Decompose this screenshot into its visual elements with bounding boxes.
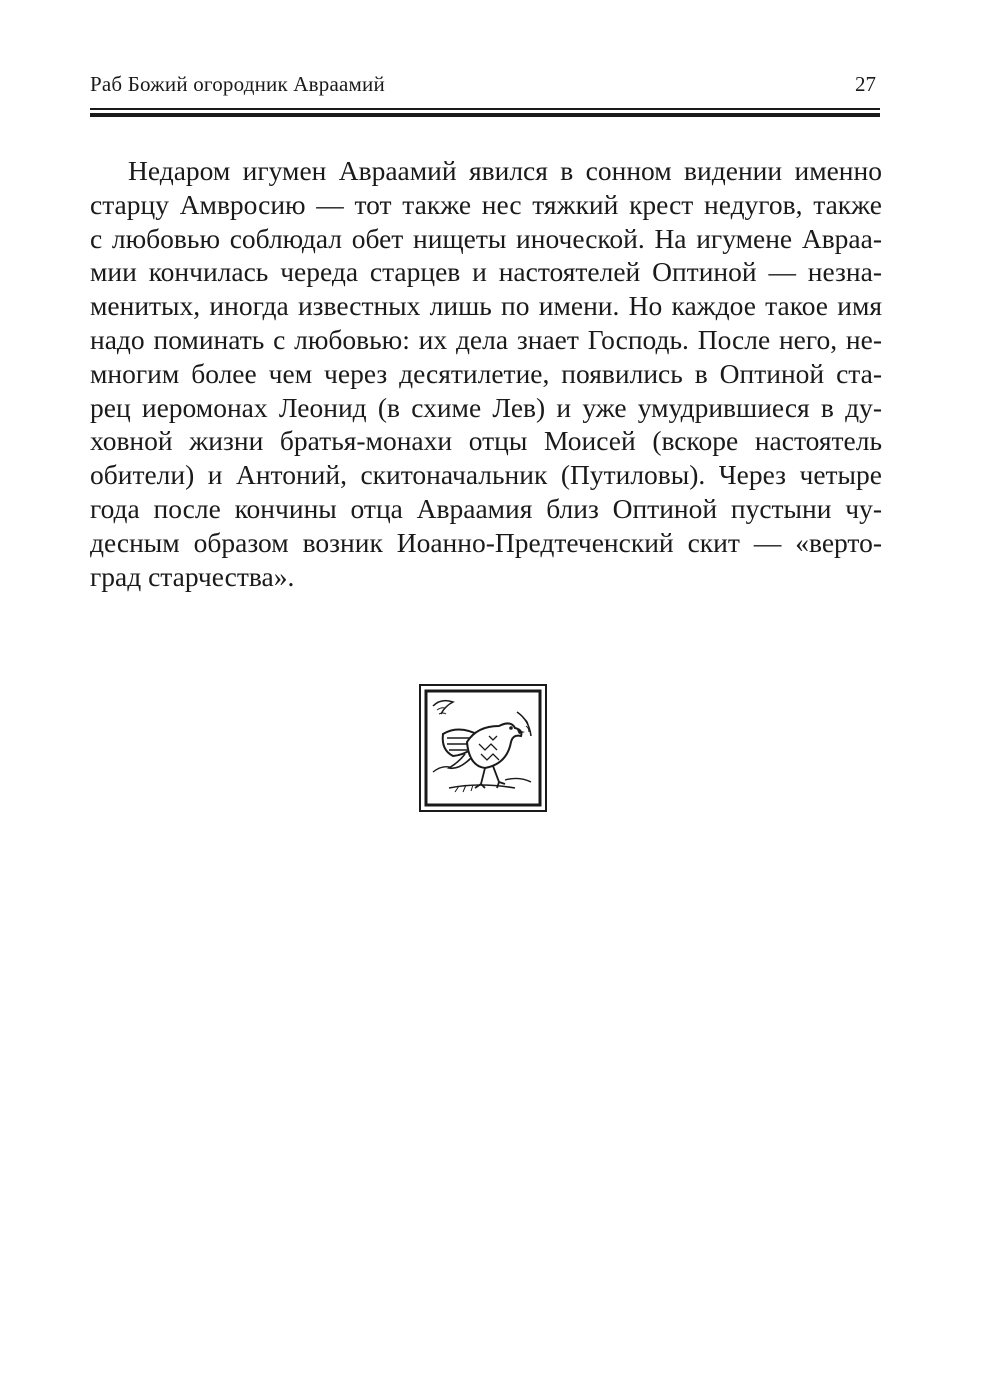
text-line: надо поминать с любовью: их дела знает Господь. После него, не-: [90, 323, 882, 355]
running-title: Раб Божий огородник Авраамий: [90, 72, 385, 96]
text-line: мии кончилась череда старцев и настоятелей Оптиной — незна-: [90, 256, 882, 288]
header-rule-thin: [90, 108, 880, 110]
text-line: обители) и Антоний, скитоначальник (Путиловы). Через четыре: [90, 459, 882, 491]
header-rule-thick: [90, 113, 880, 117]
running-head: [90, 72, 880, 106]
text-line: с любовью соблюдал обет нищеты иноческой. На игумене Авраа-: [90, 222, 882, 254]
page-number: 27: [855, 72, 876, 96]
dove-ornament-icon: [419, 684, 547, 812]
text-line: многим более чем через десятилетие, появились в Оптиной ста-: [90, 357, 882, 389]
text-line: рец иеромонах Леонид (в схиме Лев) и уже умудрившиеся в ду-: [90, 391, 882, 423]
text-line: года после кончины отца Авраамия близ Оптиной пустыни чу-: [90, 492, 882, 524]
text-line: старцу Амвросию — тот также нес тяжкий крест недугов, также: [90, 188, 882, 220]
text-line: десным образом возник Иоанно-Предтеченский скит — «верто-: [90, 526, 882, 558]
text-line: Недаром игумен Авраамий явился в сонном видении именно: [128, 155, 882, 186]
text-line: менитых, иногда известных лишь по имени. Но каждое такое имя: [90, 290, 882, 322]
body-paragraph: [90, 154, 882, 593]
text-line: град старчества».: [90, 560, 295, 592]
text-line: ховной жизни братья-монахи отцы Моисей (вскоре настоятель: [90, 425, 882, 457]
